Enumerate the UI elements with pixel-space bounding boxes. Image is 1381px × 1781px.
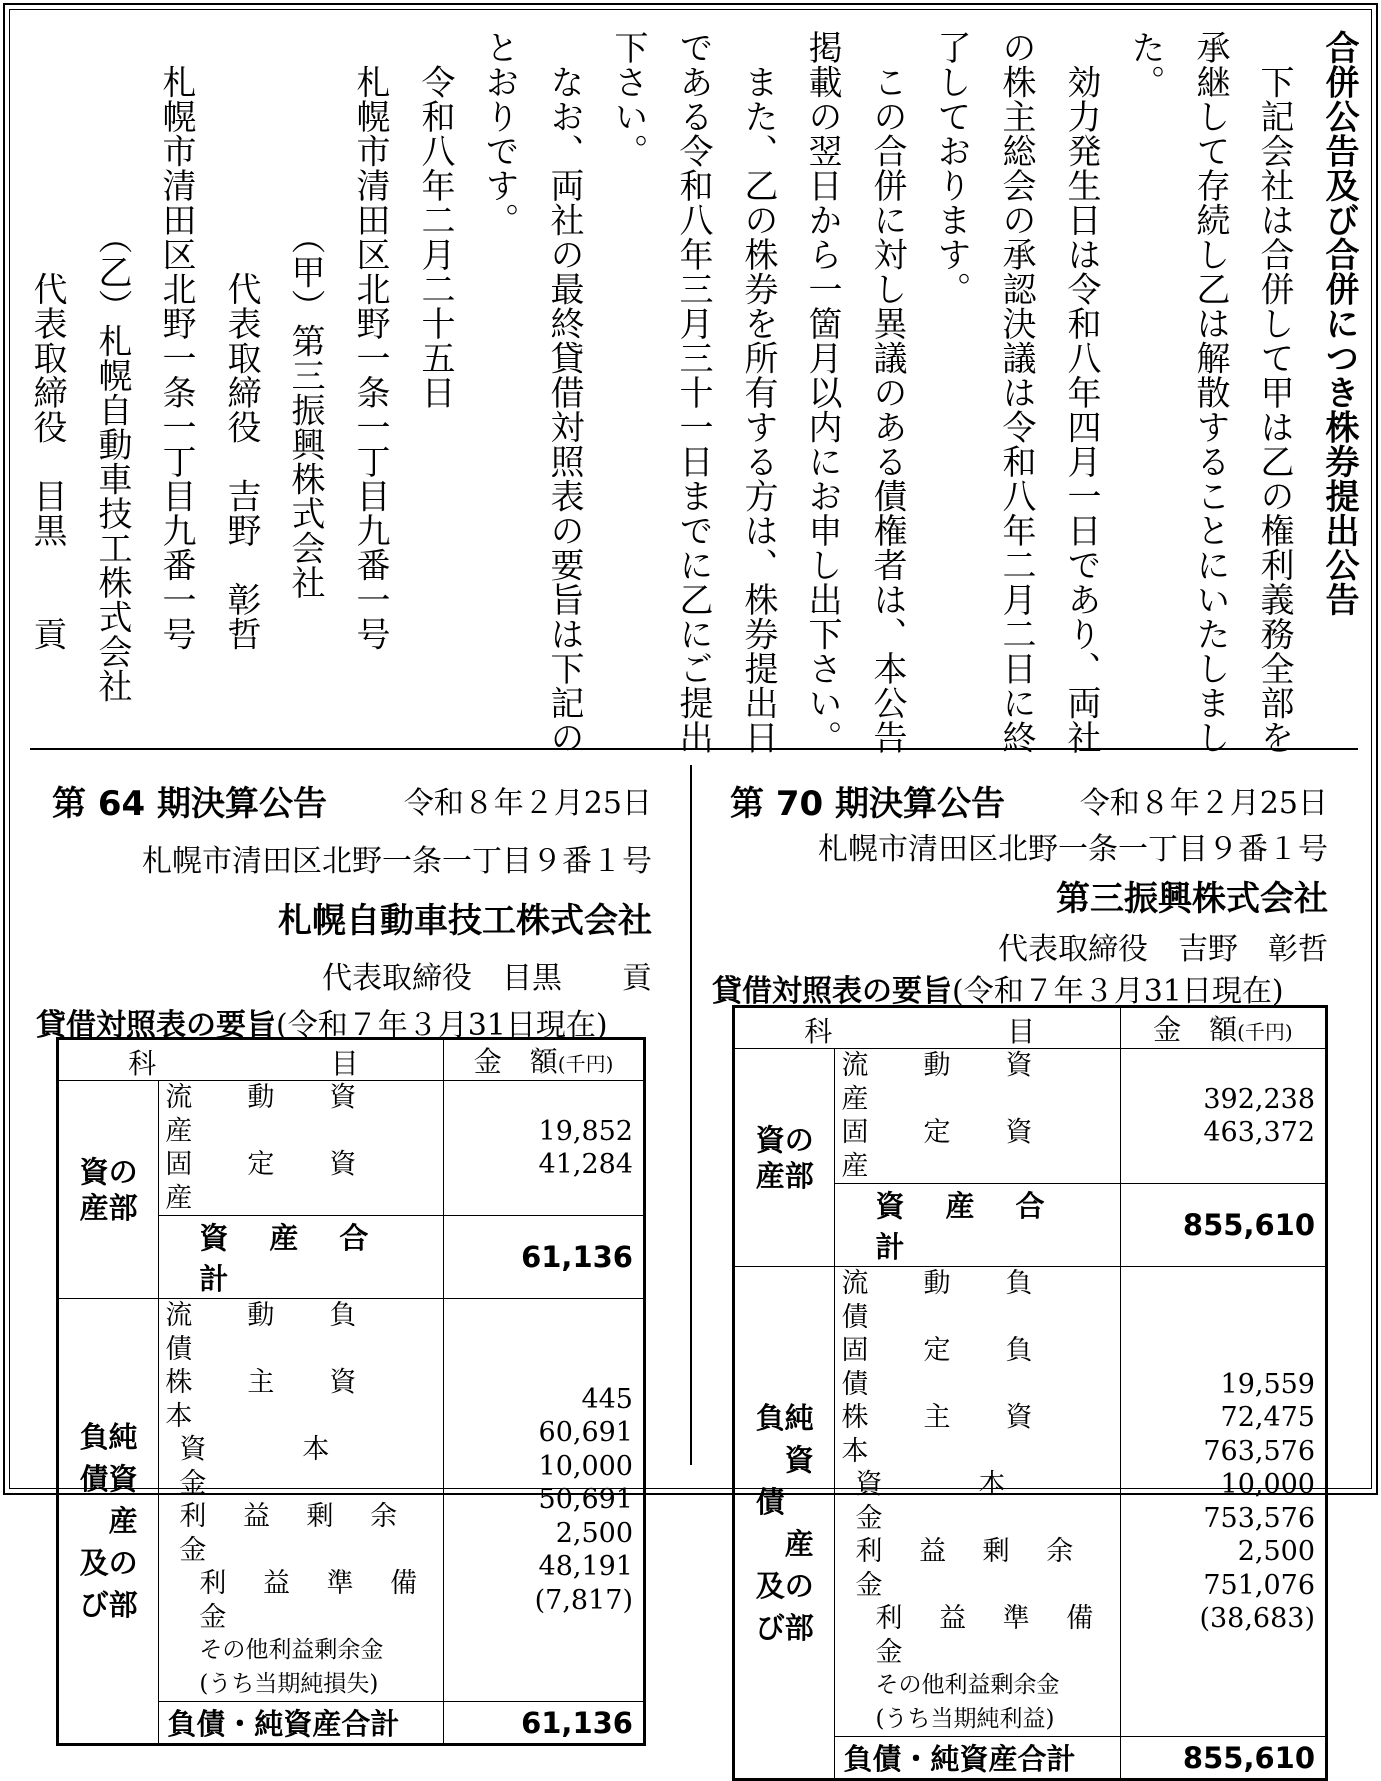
bs-assets-values: [1120, 1049, 1326, 1184]
right-bs-asof: (令和７年３月31日現在): [952, 974, 1284, 1009]
left-representative: 代表取締役 目黒 貢: [322, 961, 652, 996]
left-title: 第 64 期決算公告: [52, 784, 327, 824]
bs-liabilities-values: [444, 1299, 645, 1702]
bs-liability-label: その他利益剰余金: [199, 1637, 384, 1663]
bs-header-row: [734, 1007, 1327, 1049]
bs-assets-section: 資の 産部: [734, 1049, 835, 1267]
bs-header-amount-label: 金 額: [473, 1045, 558, 1078]
bs-liabilities-items: [159, 1299, 444, 1702]
bs-header-item: [58, 1039, 444, 1081]
bs-liability-label: 固 定 負 債: [841, 1335, 1088, 1400]
notice-column: また、乙の株券を所有する方は、株券提出日: [738, 30, 778, 755]
notice-column: とおりです。: [479, 30, 519, 237]
bs-liabilities-rows: [58, 1299, 645, 1702]
bs-liability-label: (うち当期純損失): [199, 1670, 379, 1697]
bs-asset-value: 19,852: [538, 1115, 633, 1147]
left-bs-asof: (令和７年３月31日現在): [276, 1008, 608, 1043]
left-company: 札幌自動車技工株式会社: [278, 901, 652, 941]
notice-title: 合併公告及び合併につき株券提出公告: [1319, 30, 1359, 617]
bs-liability-label: (うち当期純利益): [875, 1705, 1055, 1732]
bs-assets-total-value: 61,136: [444, 1216, 645, 1299]
vertical-divider: [690, 765, 692, 1465]
notice-column: 令和八年二月二十五日: [415, 30, 455, 410]
bs-liability-label: 利 益 準 備 金: [199, 1568, 432, 1633]
bs-header-item: [734, 1007, 1121, 1049]
notice-column: 了しております。: [931, 30, 971, 306]
bs-liability-label: 株 主 資 本: [165, 1367, 412, 1432]
bs-liability-label: 利 益 剰 余 金: [179, 1501, 412, 1566]
bs-liability-value: 50,691: [538, 1484, 633, 1516]
notice-column: 掲載の翌日から一箇月以内にお申し出下さい。: [802, 30, 842, 755]
bs-assets-values: [444, 1081, 645, 1216]
notice-column: 代表取締役 吉野 彰哲: [221, 30, 261, 651]
notice-column: 札幌市清田区北野一条一丁目九番一号: [350, 30, 390, 651]
notice-column: 代表取締役 目黒 貢: [27, 30, 67, 651]
horizontal-divider: [30, 748, 1358, 750]
bs-assets-total-label: 資 産 合 計: [835, 1184, 1120, 1267]
right-balance-sheet: [732, 1005, 1328, 1781]
bs-header-row: [58, 1039, 645, 1081]
right-company: 第三振興株式会社: [1056, 879, 1328, 919]
bs-asset-value: 41,284: [538, 1149, 633, 1180]
notice-column: の株主総会の承認決議は令和八年二月二日に終: [996, 30, 1036, 755]
notice-column: 承継して存続し乙は解散することにいたしまし: [1190, 30, 1230, 755]
bs-assets-items: [159, 1081, 444, 1216]
left-bs-title: 貸借対照表の要旨: [36, 1008, 276, 1043]
bs-liabilities-total-label: 負債・純資産合計: [835, 1737, 1120, 1780]
bs-liability-label: 資 本 金: [179, 1434, 426, 1499]
bs-assets-total-value: 855,610: [1120, 1184, 1326, 1267]
bs-liability-label: その他利益剰余金: [875, 1672, 1060, 1698]
notice-column: 効力発生日は令和八年四月一日であり、両社: [1061, 30, 1101, 755]
notice-column: 下記会社は合併して甲は乙の権利義務全部を: [1254, 30, 1294, 755]
bs-asset-value: 463,372: [1203, 1117, 1315, 1148]
bs-liability-label: 利 益 準 備 金: [875, 1603, 1108, 1668]
left-date: 令和８年２月25日: [403, 786, 652, 821]
bs-liabilities-total-label: 負債・純資産合計: [159, 1702, 444, 1745]
bs-header-amount: [444, 1039, 645, 1081]
left-address: 札幌市清田区北野一条一丁目９番１号: [142, 844, 652, 879]
bs-header-amount-label: 金 額: [1153, 1013, 1238, 1046]
bs-asset-value: 392,238: [1203, 1083, 1315, 1115]
notice-column: た。: [1125, 30, 1165, 99]
notice-column: この合併に対し異議のある債権者は、本公告: [867, 30, 907, 755]
notice-column: 札幌市清田区北野一条一丁目九番一号: [156, 30, 196, 651]
bs-liability-value: 445: [581, 1383, 633, 1415]
bs-liabilities-section: 負純 資 債 産 及の び部: [734, 1267, 835, 1780]
bs-liability-label: 流 動 負 債: [165, 1300, 412, 1365]
right-title: 第 70 期決算公告: [730, 784, 1005, 824]
bs-header-item-1: 科: [804, 1015, 833, 1048]
bs-assets-items: [835, 1049, 1120, 1184]
right-address: 札幌市清田区北野一条一丁目９番１号: [818, 832, 1328, 867]
left-balance-sheet: [56, 1037, 646, 1746]
bs-liabilities-section: 負純 債資 産 及の び部: [58, 1299, 159, 1745]
bs-liability-value: (7,817): [534, 1584, 633, 1616]
bs-liability-label: 流 動 負 債: [841, 1268, 1088, 1333]
bs-assets-total-label: 資 産 合 計: [159, 1216, 444, 1299]
bs-liability-value: 10,000: [538, 1450, 633, 1482]
bs-asset-label: 固 定 資 産: [165, 1149, 412, 1214]
bs-header-unit: (千円): [1237, 1020, 1293, 1044]
bs-liabilities-total-value: 855,610: [1120, 1737, 1326, 1780]
bs-liability-value: 2,500: [1237, 1536, 1315, 1567]
bs-asset-label: 流 動 資 産: [165, 1082, 412, 1147]
bs-liability-value: 753,576: [1203, 1502, 1315, 1534]
bs-liabilities-total-value: 61,136: [444, 1702, 645, 1745]
bs-liability-value: 48,191: [538, 1551, 633, 1583]
bs-liability-value: 763,576: [1203, 1435, 1315, 1467]
bs-header-item-2: 目: [330, 1047, 359, 1080]
bs-header-amount: [1120, 1007, 1326, 1049]
bs-liability-value: 751,076: [1203, 1569, 1315, 1601]
right-representative: 代表取締役 吉野 彰哲: [998, 932, 1328, 967]
right-bs-heading: [712, 966, 1284, 1010]
bs-liability-value: 10,000: [1220, 1469, 1315, 1500]
bs-liability-value: 19,559: [1220, 1368, 1315, 1400]
bs-liability-value: (38,683): [1199, 1603, 1315, 1634]
bs-liability-value: 60,691: [538, 1417, 633, 1449]
bs-liabilities-values: [1120, 1267, 1326, 1737]
bs-liability-label: 利 益 剰 余 金: [855, 1536, 1088, 1601]
notice-column: 下さい。: [608, 30, 648, 168]
bs-liability-label: 資 本 金: [855, 1469, 1102, 1534]
bs-liabilities-rows: [734, 1267, 1327, 1737]
bs-header-item-1: 科: [128, 1047, 157, 1080]
bs-asset-label: 流 動 資 産: [841, 1050, 1088, 1115]
bs-liability-label: 株 主 資 本: [841, 1402, 1088, 1467]
notice-column: （甲）第三振興株式会社: [285, 30, 325, 600]
notice-column: である令和八年三月三十一日までに乙にご提出: [673, 30, 713, 755]
bs-liability-value: 2,500: [555, 1517, 633, 1549]
notice-column: （乙）札幌自動車技工株式会社: [92, 30, 132, 703]
bs-assets-rows: [734, 1049, 1327, 1184]
notice-column: なお、両社の最終貸借対照表の要旨は下記の: [544, 30, 584, 755]
bs-assets-rows: [58, 1081, 645, 1216]
right-bs-title: 貸借対照表の要旨: [712, 974, 952, 1009]
bs-asset-label: 固 定 資 産: [841, 1117, 1088, 1182]
bs-liability-value: 72,475: [1220, 1402, 1315, 1433]
bs-assets-section: 資の 産部: [58, 1081, 159, 1299]
bs-header-item-2: 目: [1007, 1015, 1036, 1048]
bs-header-unit: (千円): [557, 1052, 614, 1076]
bs-liabilities-items: [835, 1267, 1120, 1737]
right-date: 令和８年２月25日: [1079, 786, 1328, 821]
